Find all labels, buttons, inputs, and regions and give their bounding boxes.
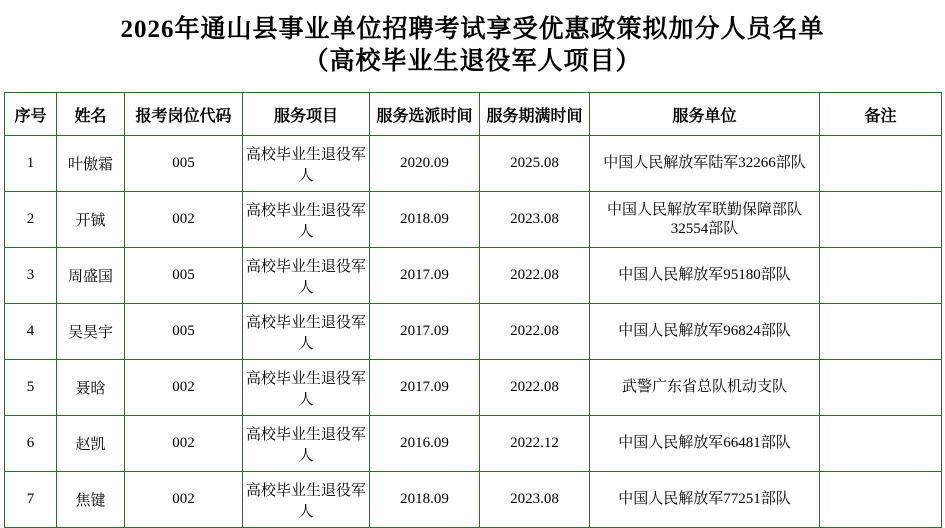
cell-end-date: 2023.08 <box>480 472 590 528</box>
cell-project: 高校毕业生退役军人 <box>243 304 370 360</box>
cell-project: 高校毕业生退役军人 <box>243 360 370 416</box>
cell-unit: 中国人民解放军陆军32266部队 <box>590 136 820 192</box>
cell-code: 005 <box>125 248 243 304</box>
cell-seq: 6 <box>5 416 57 472</box>
cell-project: 高校毕业生退役军人 <box>243 416 370 472</box>
column-header-end-date: 服务期满时间 <box>480 93 590 136</box>
table-header-row <box>5 93 942 136</box>
cell-end-date: 2022.08 <box>480 360 590 416</box>
cell-send-date: 2020.09 <box>370 136 480 192</box>
column-header-send-date: 服务选派时间 <box>370 93 480 136</box>
cell-name: 叶傲霜 <box>57 136 125 192</box>
cell-code: 005 <box>125 136 243 192</box>
cell-code: 002 <box>125 472 243 528</box>
cell-name: 吴昊宇 <box>57 304 125 360</box>
cell-seq: 4 <box>5 304 57 360</box>
column-header-project: 服务项目 <box>243 93 370 136</box>
column-header-code: 报考岗位代码 <box>125 93 243 136</box>
cell-project: 高校毕业生退役军人 <box>243 472 370 528</box>
cell-name: 周盛国 <box>57 248 125 304</box>
title-line-1: 2026年通山县事业单位招聘考试享受优惠政策拟加分人员名单 <box>120 16 825 43</box>
cell-remark <box>820 360 942 416</box>
table-container <box>0 92 945 528</box>
cell-send-date: 2017.09 <box>370 304 480 360</box>
cell-send-date: 2018.09 <box>370 472 480 528</box>
cell-remark <box>820 304 942 360</box>
table-row <box>5 472 942 528</box>
cell-unit: 中国人民解放军联勤保障部队32554部队 <box>590 192 820 248</box>
table-header <box>5 93 942 136</box>
title-line-2: （高校毕业生退役军人项目） <box>303 48 642 75</box>
cell-send-date: 2018.09 <box>370 192 480 248</box>
candidates-table <box>4 92 942 528</box>
cell-project: 高校毕业生退役军人 <box>243 136 370 192</box>
cell-name: 赵凯 <box>57 416 125 472</box>
cell-unit: 中国人民解放军77251部队 <box>590 472 820 528</box>
cell-unit: 武警广东省总队机动支队 <box>590 360 820 416</box>
cell-project: 高校毕业生退役军人 <box>243 192 370 248</box>
cell-seq: 1 <box>5 136 57 192</box>
cell-unit: 中国人民解放军66481部队 <box>590 416 820 472</box>
cell-end-date: 2022.08 <box>480 248 590 304</box>
cell-remark <box>820 472 942 528</box>
column-header-name: 姓名 <box>57 93 125 136</box>
cell-send-date: 2017.09 <box>370 248 480 304</box>
cell-remark <box>820 192 942 248</box>
cell-seq: 5 <box>5 360 57 416</box>
cell-end-date: 2023.08 <box>480 192 590 248</box>
cell-name: 聂晗 <box>57 360 125 416</box>
cell-name: 焦键 <box>57 472 125 528</box>
cell-end-date: 2025.08 <box>480 136 590 192</box>
cell-name: 开铖 <box>57 192 125 248</box>
cell-remark <box>820 416 942 472</box>
column-header-seq: 序号 <box>5 93 57 136</box>
table-row <box>5 304 942 360</box>
table-row <box>5 192 942 248</box>
cell-code: 002 <box>125 416 243 472</box>
document-title <box>0 0 945 78</box>
cell-send-date: 2016.09 <box>370 416 480 472</box>
cell-unit: 中国人民解放军95180部队 <box>590 248 820 304</box>
table-row <box>5 360 942 416</box>
cell-end-date: 2022.08 <box>480 304 590 360</box>
cell-code: 002 <box>125 192 243 248</box>
cell-code: 005 <box>125 304 243 360</box>
cell-seq: 2 <box>5 192 57 248</box>
cell-remark <box>820 136 942 192</box>
table-body <box>5 136 942 528</box>
table-row <box>5 248 942 304</box>
column-header-unit: 服务单位 <box>590 93 820 136</box>
cell-unit: 中国人民解放军96824部队 <box>590 304 820 360</box>
cell-end-date: 2022.12 <box>480 416 590 472</box>
cell-code: 002 <box>125 360 243 416</box>
column-header-remark: 备注 <box>820 93 942 136</box>
cell-send-date: 2017.09 <box>370 360 480 416</box>
table-row <box>5 136 942 192</box>
cell-seq: 7 <box>5 472 57 528</box>
cell-seq: 3 <box>5 248 57 304</box>
table-row <box>5 416 942 472</box>
cell-remark <box>820 248 942 304</box>
cell-project: 高校毕业生退役军人 <box>243 248 370 304</box>
